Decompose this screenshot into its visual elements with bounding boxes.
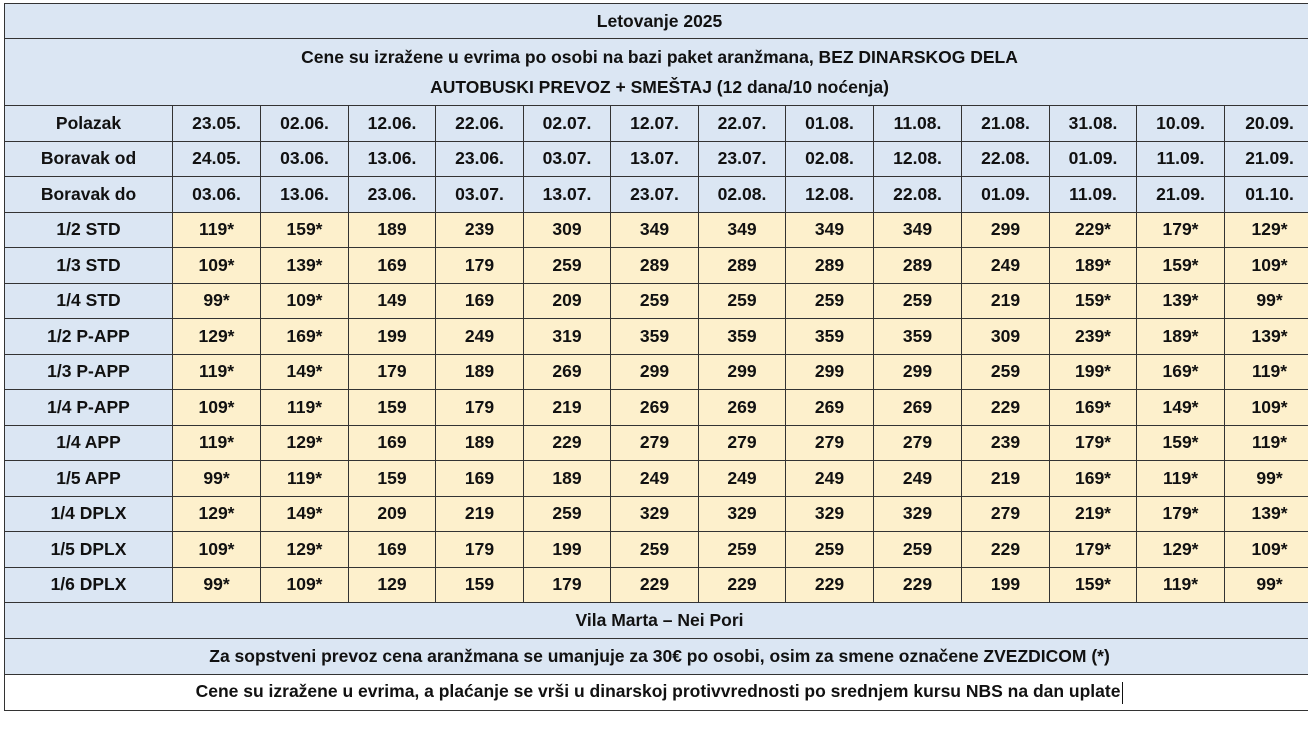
price-cell: 159*	[261, 212, 349, 248]
price-cell: 299	[699, 354, 786, 390]
price-cell: 159*	[1137, 425, 1225, 461]
price-cell: 259	[524, 496, 611, 532]
price-row	[5, 532, 1308, 568]
price-cell: 199	[349, 319, 436, 355]
price-row	[5, 319, 1308, 355]
price-table	[4, 3, 1308, 711]
subtitle-line-2: AUTOBUSKI PREVOZ + SMEŠTAJ (12 dana/10 noćenja)	[430, 77, 889, 97]
text-cursor	[1122, 682, 1123, 704]
date-cell: 13.06.	[349, 141, 436, 177]
price-cell: 169	[349, 425, 436, 461]
price-cell: 309	[962, 319, 1050, 355]
date-cell: 02.07.	[524, 106, 611, 142]
price-cell: 249	[699, 461, 786, 497]
price-cell: 349	[874, 212, 962, 248]
date-row	[5, 106, 1308, 142]
date-cell: 11.09.	[1137, 141, 1225, 177]
price-cell: 99*	[1225, 461, 1308, 497]
date-cell: 01.09.	[962, 177, 1050, 213]
price-row-label: 1/4 P-APP	[5, 390, 173, 426]
price-cell: 229	[611, 567, 699, 603]
price-cell: 169	[436, 461, 524, 497]
price-cell: 239	[962, 425, 1050, 461]
payment-note-text: Cene su izražene u evrima, a plaćanje se vrši u dinarskoj protivvrednosti po srednjem kursu NBS na dan uplate	[195, 681, 1121, 702]
price-cell: 259	[699, 532, 786, 568]
price-cell: 109*	[1225, 532, 1308, 568]
price-cell: 109*	[261, 567, 349, 603]
price-cell: 199	[524, 532, 611, 568]
price-cell: 229	[786, 567, 874, 603]
price-row-label: 1/5 DPLX	[5, 532, 173, 568]
date-row	[5, 141, 1308, 177]
price-cell: 229	[699, 567, 786, 603]
price-cell: 179	[436, 532, 524, 568]
price-cell: 259	[874, 283, 962, 319]
price-cell: 259	[874, 532, 962, 568]
price-cell: 109*	[1225, 390, 1308, 426]
price-cell: 129*	[261, 425, 349, 461]
price-cell: 259	[786, 532, 874, 568]
price-cell: 139*	[261, 248, 349, 284]
price-cell: 99*	[1225, 567, 1308, 603]
price-cell: 329	[611, 496, 699, 532]
price-row	[5, 496, 1308, 532]
price-cell: 159*	[1050, 283, 1137, 319]
date-cell: 01.10.	[1225, 177, 1308, 213]
date-cell: 02.08.	[786, 141, 874, 177]
date-cell: 02.06.	[261, 106, 349, 142]
price-cell: 109*	[173, 248, 261, 284]
price-cell: 179*	[1050, 425, 1137, 461]
price-cell: 99*	[173, 567, 261, 603]
date-cell: 12.08.	[874, 141, 962, 177]
price-cell: 299	[962, 212, 1050, 248]
price-cell: 159	[349, 390, 436, 426]
price-cell: 239*	[1050, 319, 1137, 355]
price-row	[5, 283, 1308, 319]
price-cell: 209	[349, 496, 436, 532]
price-cell: 329	[874, 496, 962, 532]
date-cell: 13.07.	[524, 177, 611, 213]
date-cell: 23.06.	[349, 177, 436, 213]
price-cell: 249	[962, 248, 1050, 284]
date-cell: 01.08.	[786, 106, 874, 142]
table-subtitle	[5, 39, 1308, 106]
price-cell: 109*	[173, 532, 261, 568]
price-cell: 109*	[261, 283, 349, 319]
date-cell: 22.08.	[962, 141, 1050, 177]
date-cell: 03.06.	[261, 141, 349, 177]
subtitle-row	[5, 39, 1308, 106]
price-cell: 139*	[1137, 283, 1225, 319]
price-row	[5, 212, 1308, 248]
price-cell: 289	[874, 248, 962, 284]
price-cell: 129*	[173, 319, 261, 355]
date-cell: 12.07.	[611, 106, 699, 142]
date-cell: 21.09.	[1225, 141, 1308, 177]
price-row	[5, 567, 1308, 603]
property-name: Vila Marta – Nei Pori	[5, 603, 1308, 639]
price-cell: 289	[699, 248, 786, 284]
date-cell: 23.05.	[173, 106, 261, 142]
price-cell: 279	[874, 425, 962, 461]
price-cell: 189	[524, 461, 611, 497]
date-row-label: Boravak od	[5, 141, 173, 177]
price-cell: 169	[349, 248, 436, 284]
price-cell: 169*	[1050, 390, 1137, 426]
price-cell: 179*	[1137, 212, 1225, 248]
price-cell: 319	[524, 319, 611, 355]
price-cell: 149*	[261, 354, 349, 390]
price-cell: 219	[524, 390, 611, 426]
price-cell: 259	[699, 283, 786, 319]
date-row	[5, 177, 1308, 213]
price-cell: 179*	[1050, 532, 1137, 568]
price-cell: 219	[962, 283, 1050, 319]
price-cell: 199*	[1050, 354, 1137, 390]
date-cell: 22.08.	[874, 177, 962, 213]
date-cell: 21.09.	[1137, 177, 1225, 213]
date-cell: 21.08.	[962, 106, 1050, 142]
table-title: Letovanje 2025	[5, 4, 1308, 39]
price-cell: 189*	[1050, 248, 1137, 284]
price-cell: 199	[962, 567, 1050, 603]
price-cell: 299	[874, 354, 962, 390]
price-cell: 99*	[173, 461, 261, 497]
date-cell: 01.09.	[1050, 141, 1137, 177]
price-cell: 129	[349, 567, 436, 603]
price-cell: 209	[524, 283, 611, 319]
price-cell: 279	[786, 425, 874, 461]
price-cell: 109*	[173, 390, 261, 426]
price-row	[5, 354, 1308, 390]
price-cell: 129*	[1225, 212, 1308, 248]
price-cell: 189	[436, 354, 524, 390]
price-cell: 169	[436, 283, 524, 319]
price-cell: 259	[611, 532, 699, 568]
price-cell: 269	[699, 390, 786, 426]
title-row	[5, 4, 1308, 39]
price-cell: 299	[611, 354, 699, 390]
price-row-label: 1/3 P-APP	[5, 354, 173, 390]
price-cell: 359	[786, 319, 874, 355]
price-cell: 269	[611, 390, 699, 426]
price-cell: 119*	[1137, 461, 1225, 497]
price-cell: 119*	[173, 212, 261, 248]
date-cell: 12.06.	[349, 106, 436, 142]
date-cell: 31.08.	[1050, 106, 1137, 142]
price-cell: 349	[611, 212, 699, 248]
price-row-label: 1/4 STD	[5, 283, 173, 319]
price-cell: 159*	[1050, 567, 1137, 603]
price-cell: 179	[436, 248, 524, 284]
date-row-label: Polazak	[5, 106, 173, 142]
price-cell: 249	[611, 461, 699, 497]
price-cell: 229*	[1050, 212, 1137, 248]
price-cell: 259	[524, 248, 611, 284]
price-row-label: 1/6 DPLX	[5, 567, 173, 603]
price-cell: 269	[524, 354, 611, 390]
price-cell: 259	[786, 283, 874, 319]
price-cell: 129*	[1137, 532, 1225, 568]
price-cell: 359	[874, 319, 962, 355]
price-row-label: 1/2 STD	[5, 212, 173, 248]
price-row-label: 1/3 STD	[5, 248, 173, 284]
payment-note-row	[5, 675, 1308, 711]
price-cell: 259	[611, 283, 699, 319]
price-cell: 229	[874, 567, 962, 603]
date-cell: 23.07.	[611, 177, 699, 213]
price-cell: 109*	[1225, 248, 1308, 284]
price-cell: 159	[436, 567, 524, 603]
price-cell: 119*	[1225, 425, 1308, 461]
price-cell: 169*	[261, 319, 349, 355]
price-cell: 219*	[1050, 496, 1137, 532]
date-cell: 22.07.	[699, 106, 786, 142]
price-cell: 159	[349, 461, 436, 497]
price-cell: 169*	[1137, 354, 1225, 390]
price-cell: 179*	[1137, 496, 1225, 532]
price-cell: 249	[436, 319, 524, 355]
price-cell: 139*	[1225, 319, 1308, 355]
price-cell: 189	[349, 212, 436, 248]
date-cell: 03.06.	[173, 177, 261, 213]
payment-note	[5, 675, 1308, 711]
price-cell: 119*	[261, 461, 349, 497]
price-row-label: 1/5 APP	[5, 461, 173, 497]
price-row-label: 1/4 APP	[5, 425, 173, 461]
price-cell: 249	[874, 461, 962, 497]
price-cell: 229	[524, 425, 611, 461]
price-cell: 309	[524, 212, 611, 248]
price-cell: 99*	[1225, 283, 1308, 319]
price-cell: 169	[349, 532, 436, 568]
price-cell: 359	[699, 319, 786, 355]
price-cell: 269	[874, 390, 962, 426]
price-row	[5, 248, 1308, 284]
table-data-body	[5, 106, 1308, 603]
price-cell: 189*	[1137, 319, 1225, 355]
price-cell: 329	[699, 496, 786, 532]
price-row	[5, 390, 1308, 426]
price-cell: 219	[436, 496, 524, 532]
transport-note-row	[5, 639, 1308, 675]
date-cell: 20.09.	[1225, 106, 1308, 142]
price-cell: 119*	[1137, 567, 1225, 603]
price-cell: 329	[786, 496, 874, 532]
price-cell: 129*	[173, 496, 261, 532]
price-row-label: 1/2 P-APP	[5, 319, 173, 355]
price-row	[5, 461, 1308, 497]
date-cell: 12.08.	[786, 177, 874, 213]
subtitle-line-1: Cene su izražene u evrima po osobi na bazi paket aranžmana, BEZ DINARSKOG DELA	[301, 47, 1018, 67]
date-cell: 03.07.	[524, 141, 611, 177]
price-cell: 279	[962, 496, 1050, 532]
price-cell: 179	[436, 390, 524, 426]
price-cell: 349	[786, 212, 874, 248]
property-row	[5, 603, 1308, 639]
price-cell: 189	[436, 425, 524, 461]
price-cell: 259	[962, 354, 1050, 390]
price-cell: 239	[436, 212, 524, 248]
date-row-label: Boravak do	[5, 177, 173, 213]
price-cell: 119*	[261, 390, 349, 426]
date-cell: 23.07.	[699, 141, 786, 177]
price-row	[5, 425, 1308, 461]
price-cell: 149*	[1137, 390, 1225, 426]
price-cell: 249	[786, 461, 874, 497]
date-cell: 11.08.	[874, 106, 962, 142]
date-cell: 13.07.	[611, 141, 699, 177]
price-cell: 119*	[173, 425, 261, 461]
price-cell: 349	[699, 212, 786, 248]
price-cell: 119*	[173, 354, 261, 390]
price-cell: 289	[611, 248, 699, 284]
price-cell: 119*	[1225, 354, 1308, 390]
price-cell: 149*	[261, 496, 349, 532]
price-cell: 269	[786, 390, 874, 426]
date-cell: 24.05.	[173, 141, 261, 177]
price-cell: 279	[611, 425, 699, 461]
transport-note: Za sopstveni prevoz cena aranžmana se umanjuje za 30€ po osobi, osim za smene označene ZVEZDICOM (*)	[5, 639, 1308, 675]
price-row-label: 1/4 DPLX	[5, 496, 173, 532]
date-cell: 03.07.	[436, 177, 524, 213]
date-cell: 10.09.	[1137, 106, 1225, 142]
price-cell: 139*	[1225, 496, 1308, 532]
price-cell: 219	[962, 461, 1050, 497]
price-cell: 229	[962, 532, 1050, 568]
price-cell: 289	[786, 248, 874, 284]
price-cell: 279	[699, 425, 786, 461]
price-cell: 299	[786, 354, 874, 390]
date-cell: 22.06.	[436, 106, 524, 142]
price-cell: 179	[349, 354, 436, 390]
date-cell: 11.09.	[1050, 177, 1137, 213]
price-cell: 129*	[261, 532, 349, 568]
date-cell: 23.06.	[436, 141, 524, 177]
date-cell: 13.06.	[261, 177, 349, 213]
price-cell: 229	[962, 390, 1050, 426]
price-cell: 99*	[173, 283, 261, 319]
price-cell: 149	[349, 283, 436, 319]
date-cell: 02.08.	[699, 177, 786, 213]
price-cell: 179	[524, 567, 611, 603]
price-cell: 169*	[1050, 461, 1137, 497]
price-cell: 359	[611, 319, 699, 355]
price-cell: 159*	[1137, 248, 1225, 284]
